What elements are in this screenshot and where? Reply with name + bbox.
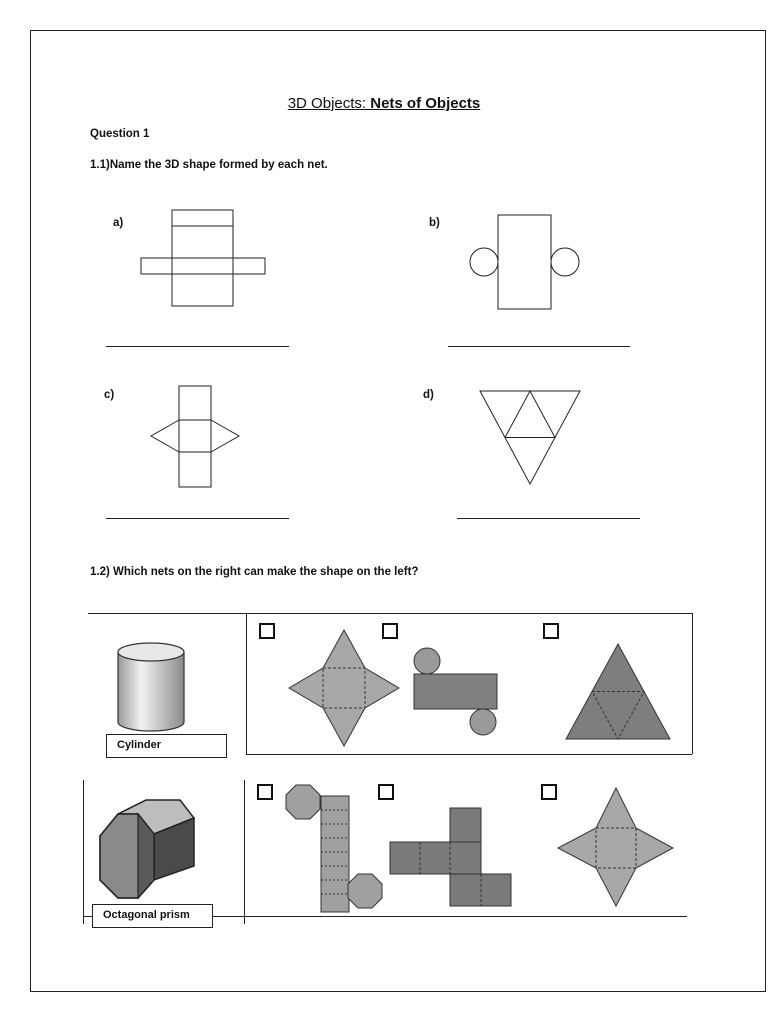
checkbox-row2-option1[interactable]: [257, 784, 273, 800]
octagonal-prism-caption: Octagonal prism: [92, 904, 213, 928]
row1-right-border: [692, 613, 693, 754]
row1-divider: [246, 613, 247, 754]
row2-left-border: [83, 780, 84, 924]
net-c-triangular-prism: [148, 383, 243, 491]
row2-net-octagonal-prism: [284, 782, 386, 914]
row2-divider: [244, 780, 245, 924]
row1-bottom-border: [246, 754, 692, 755]
row1-net-tetrahedron: [563, 642, 673, 742]
net-a-cuboid: [138, 206, 268, 310]
title-prefix: 3D Objects:: [287, 95, 371, 112]
question-heading: Question 1: [90, 128, 150, 140]
question-1-1-prompt: 1.1)Name the 3D shape formed by each net.: [90, 159, 328, 171]
row1-top-border: [88, 613, 692, 614]
row1-net-cylinder: [410, 644, 502, 740]
label-a: a): [113, 217, 124, 229]
label-b: b): [429, 217, 440, 229]
net-b-cylinder: [465, 212, 585, 312]
label-c: c): [104, 389, 115, 401]
checkbox-row2-option2[interactable]: [378, 784, 394, 800]
row1-net-square-pyramid: [286, 628, 402, 750]
octagonal-prism-image: [96, 796, 200, 900]
answer-line-d[interactable]: [457, 518, 640, 519]
label-d: d): [423, 389, 434, 401]
answer-line-a[interactable]: [106, 346, 289, 347]
title-main: Nets of Objects: [370, 95, 481, 112]
net-d-tetrahedron: [476, 388, 584, 488]
checkbox-row1-option1[interactable]: [259, 623, 275, 639]
cylinder-image: [112, 640, 190, 734]
answer-line-c[interactable]: [106, 518, 289, 519]
checkbox-row1-option3[interactable]: [543, 623, 559, 639]
checkbox-row1-option2[interactable]: [382, 623, 398, 639]
row2-net-square-pyramid: [555, 786, 677, 910]
page-title: [0, 95, 768, 112]
cylinder-caption: Cylinder: [106, 734, 227, 758]
answer-line-b[interactable]: [448, 346, 630, 347]
question-1-2-prompt: 1.2) Which nets on the right can make the shape on the left?: [90, 566, 419, 578]
row2-net-cuboid: [388, 806, 514, 908]
